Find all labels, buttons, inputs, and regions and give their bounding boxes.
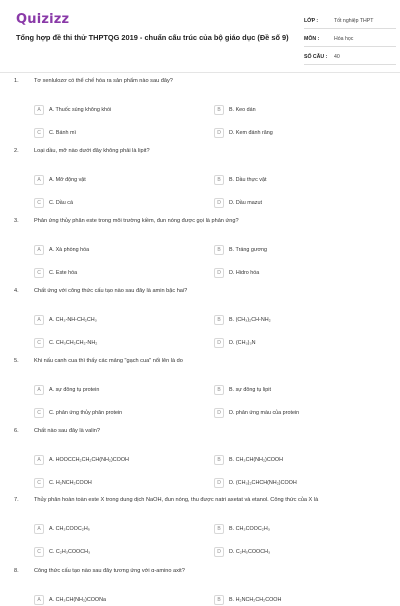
meta-value: Hóa học (334, 36, 354, 42)
option-text: A. CH₃-NH-CH₂CH₃ (49, 317, 97, 323)
answer-option-c[interactable] (34, 546, 202, 558)
option-letter-box: D (214, 268, 224, 278)
answer-option-d[interactable] (214, 477, 382, 489)
question-text: Khi nấu canh cua thì thấy các mảng "gạch cua" nổi lên là do (34, 358, 183, 364)
worksheet-header (0, 0, 400, 70)
answer-option-d[interactable] (214, 127, 382, 139)
option-text: D. Kem đánh răng (229, 130, 273, 136)
option-letter-box: B (214, 315, 224, 325)
answer-option-c[interactable] (34, 127, 202, 139)
option-text: B. Keo dán (229, 107, 256, 113)
option-letter-box: D (214, 198, 224, 208)
option-text: C. phản ứng thủy phân protein (49, 410, 123, 416)
worksheet-meta (304, 14, 396, 68)
option-text: A. CH₃CH(NH₂)COONa (49, 597, 106, 603)
option-letter-box: A (34, 315, 44, 325)
option-letter-box: B (214, 175, 224, 185)
option-letter-box: B (214, 385, 224, 395)
meta-value: 40 (334, 54, 340, 60)
question-number: 5. (14, 358, 19, 364)
answer-option-b[interactable] (214, 384, 382, 396)
option-letter-box: D (214, 547, 224, 557)
answer-option-d[interactable] (214, 337, 382, 349)
answer-option-c[interactable] (34, 197, 202, 209)
option-text: D. phản ứng màu của protein (229, 410, 300, 416)
option-letter-box: B (214, 105, 224, 115)
option-letter-box: A (34, 175, 44, 185)
answer-option-b[interactable] (214, 104, 382, 116)
option-text: B. CH₃COOC₂H₃ (229, 526, 270, 532)
answer-option-c[interactable] (34, 477, 202, 489)
option-text: C. H₂NCH₂COOH (49, 480, 92, 486)
option-text: B. sự đông tụ lipit (229, 387, 271, 393)
answer-option-b[interactable] (214, 523, 382, 535)
option-letter-box: A (34, 385, 44, 395)
question-number: 3. (14, 218, 19, 224)
answer-option-b[interactable] (214, 174, 382, 186)
meta-row-subject (304, 32, 396, 47)
option-text: B. (CH₃)₂CH-NH₂ (229, 317, 271, 323)
option-letter-box: B (214, 455, 224, 465)
option-letter-box: A (34, 524, 44, 534)
question-text: Chất nào sau đây là valin? (34, 428, 100, 434)
option-text: C. Dầu cá (49, 200, 73, 206)
option-letter-box: C (34, 547, 44, 557)
meta-label: SỐ CÂU : (304, 54, 328, 60)
answer-option-d[interactable] (214, 546, 382, 558)
option-letter-box: C (34, 128, 44, 138)
option-letter-box: D (214, 338, 224, 348)
answer-option-a[interactable] (34, 523, 202, 535)
answer-option-b[interactable] (214, 454, 382, 466)
answer-option-c[interactable] (34, 337, 202, 349)
question-text: Chất ứng với công thức cấu tạo nào sau đây là amin bậc hai? (34, 288, 188, 294)
answer-option-d[interactable] (214, 407, 382, 419)
option-letter-box: B (214, 245, 224, 255)
option-letter-box: C (34, 198, 44, 208)
meta-label: MÔN : (304, 36, 320, 42)
question-number: 4. (14, 288, 19, 294)
option-letter-box: B (214, 595, 224, 605)
answer-option-a[interactable] (34, 384, 202, 396)
meta-value: Tốt nghiệp THPT (334, 18, 374, 24)
option-text: C. Este hóa (49, 270, 78, 276)
question-text: Tơ xenlulozơ có thể chế hóa ra sản phẩm nào sau đây? (34, 78, 173, 84)
option-text: A. HOOCCH₂CH₂CH(NH₂)COOH (49, 457, 129, 463)
answer-option-a[interactable] (34, 594, 202, 606)
question-text: Loại dầu, mỡ nào dưới đây không phải là lipit? (34, 148, 150, 154)
option-text: C. Bánh mì (49, 130, 76, 136)
question-number: 8. (14, 568, 19, 574)
option-text: D. (CH₃)₂CHCH(NH₂)COOH (229, 480, 297, 486)
option-text: B. Tráng gương (229, 247, 268, 253)
quizizz-logo: Quizizz (16, 12, 70, 27)
option-text: B. CH₃CH(NH₂)COOH (229, 457, 283, 463)
option-letter-box: A (34, 455, 44, 465)
meta-row-class (304, 14, 396, 29)
option-text: A. sự đông tụ protein (49, 387, 100, 393)
question-number: 6. (14, 428, 19, 434)
answer-option-b[interactable] (214, 594, 382, 606)
option-text: D. Dầu mazut (229, 200, 262, 206)
answer-option-c[interactable] (34, 267, 202, 279)
option-letter-box: C (34, 338, 44, 348)
option-text: D. (CH₃)₃N (229, 340, 256, 346)
answer-option-c[interactable] (34, 407, 202, 419)
question-text: Phản ứng thủy phân este trong môi trường kiềm, đun nóng được gọi là phản ứng? (34, 218, 239, 224)
question-text: Thủy phân hoàn toàn este X trong dung dịch NaOH, đun nóng, thu được natri axetat và etanol. Công thức của X là (34, 497, 319, 503)
option-text: C. CH₃CH₂CH₂-NH₂ (49, 340, 98, 346)
option-text: D. C₂H₅COOCH₃ (229, 549, 271, 555)
option-letter-box: D (214, 408, 224, 418)
header-divider (0, 72, 400, 73)
answer-option-b[interactable] (214, 314, 382, 326)
option-text: A. Xà phòng hóa (49, 247, 90, 253)
option-letter-box: C (34, 408, 44, 418)
option-text: A. CH₃COOC₂H₅ (49, 526, 90, 532)
option-letter-box: C (34, 268, 44, 278)
answer-option-a[interactable] (34, 174, 202, 186)
option-letter-box: A (34, 105, 44, 115)
option-text: A. Mỡ động vật (49, 177, 86, 183)
question-number: 7. (14, 497, 19, 503)
option-letter-box: A (34, 595, 44, 605)
option-text: B. Dầu thực vật (229, 177, 267, 183)
answer-option-d[interactable] (214, 267, 382, 279)
meta-row-count (304, 50, 396, 65)
option-text: B. H₂NCH₂CH₂COOH (229, 597, 282, 603)
option-letter-box: B (214, 524, 224, 534)
meta-label: LỚP : (304, 18, 319, 24)
question-number: 1. (14, 78, 19, 84)
answer-option-a[interactable] (34, 244, 202, 256)
answer-option-a[interactable] (34, 104, 202, 116)
option-letter-box: D (214, 478, 224, 488)
option-text: C. C₂H₃COOCH₃ (49, 549, 91, 555)
option-letter-box: D (214, 128, 224, 138)
option-letter-box: A (34, 245, 44, 255)
worksheet-title: Tổng hợp đề thi thử THPTQG 2019 - chuẩn cấu trúc của bộ giáo dục (Đề số 9) (16, 33, 289, 42)
answer-option-d[interactable] (214, 197, 382, 209)
option-letter-box: C (34, 478, 44, 488)
option-text: A. Thuốc súng không khói (49, 107, 112, 113)
answer-option-a[interactable] (34, 454, 202, 466)
answer-option-a[interactable] (34, 314, 202, 326)
option-text: D. Hidro hóa (229, 270, 260, 276)
answer-option-b[interactable] (214, 244, 382, 256)
question-number: 2. (14, 148, 19, 154)
question-text: Công thức cấu tạo nào sau đây tương ứng với α-amino axit? (34, 568, 185, 574)
